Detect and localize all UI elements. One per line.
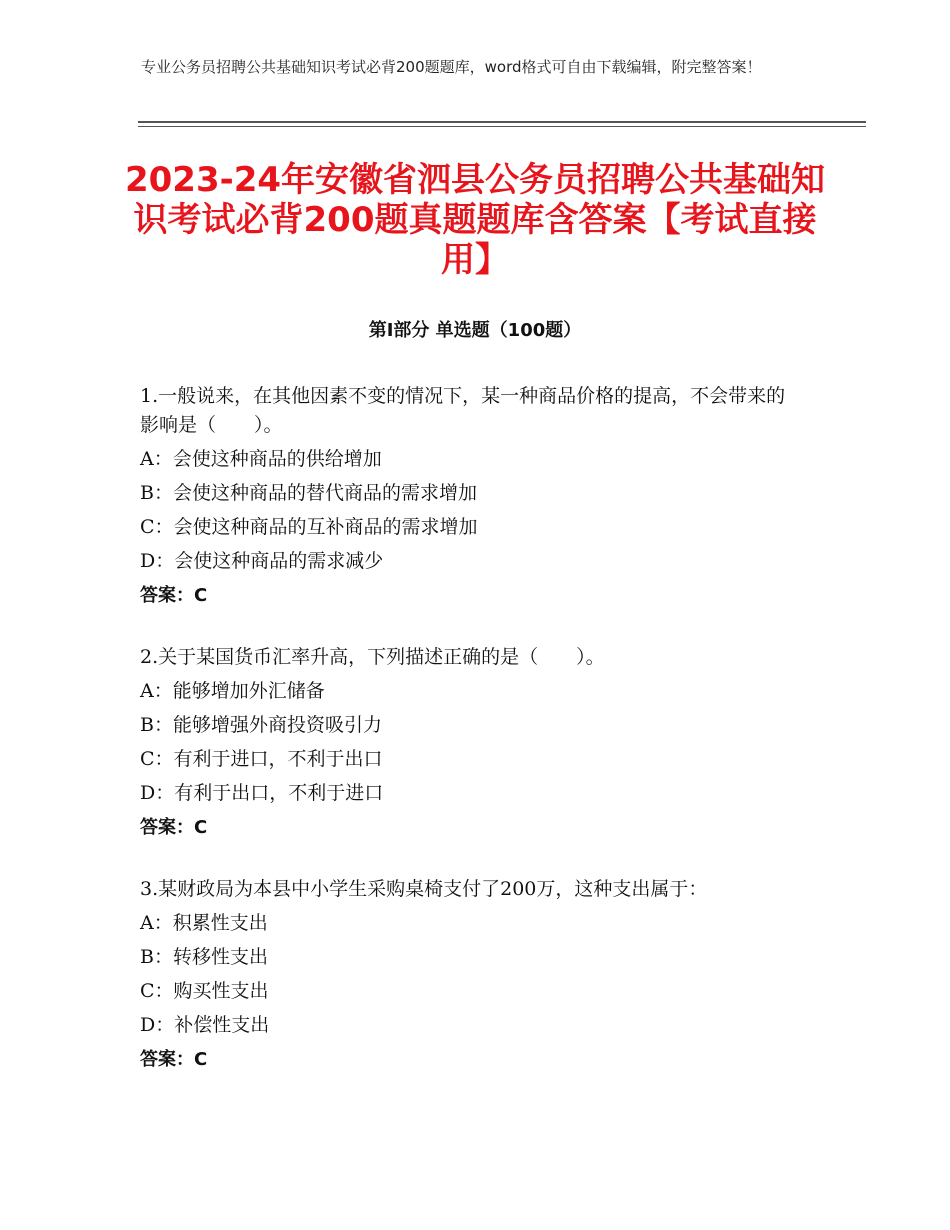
question-item xyxy=(140,875,800,1074)
header-rule-thin xyxy=(138,126,866,127)
header-rule-thick xyxy=(138,121,866,123)
option-b: B：会使这种商品的替代商品的需求增加 xyxy=(140,482,477,504)
question-item xyxy=(140,643,800,842)
option-b: B：转移性支出 xyxy=(140,946,268,968)
option-a: A：能够增加外汇储备 xyxy=(140,680,325,702)
answer-label: 答案：C xyxy=(140,1049,208,1070)
question-stem: 1.一般说来，在其他因素不变的情况下，某一种商品价格的提高，不会带来的影响是（ ）。 xyxy=(140,385,786,436)
question-item xyxy=(140,382,800,610)
option-d: D：有利于出口，不利于进口 xyxy=(140,782,384,804)
option-a: A：积累性支出 xyxy=(140,912,268,934)
question-stem: 3.某财政局为本县中小学生采购桌椅支付了200万，这种支出属于： xyxy=(140,878,708,900)
answer-label: 答案：C xyxy=(140,817,208,838)
option-d: D：会使这种商品的需求减少 xyxy=(140,550,384,572)
document-title: 2023-24年安徽省泗县公务员招聘公共基础知识考试必背200题真题题库含答案【考试直接用】 xyxy=(124,160,826,280)
header-note: 专业公务员招聘公共基础知识考试必背200题题库，word格式可自由下载编辑，附完整答案！ xyxy=(141,58,762,76)
option-c: C：会使这种商品的互补商品的需求增加 xyxy=(140,516,478,538)
option-d: D：补偿性支出 xyxy=(140,1014,270,1036)
section-heading: 第Ⅰ部分 单选题（100题） xyxy=(368,320,582,341)
answer-label: 答案：C xyxy=(140,585,208,606)
option-a: A：会使这种商品的供给增加 xyxy=(140,448,382,470)
option-b: B：能够增强外商投资吸引力 xyxy=(140,714,382,736)
option-c: C：有利于进口，不利于出口 xyxy=(140,748,383,770)
option-c: C：购买性支出 xyxy=(140,980,269,1002)
question-list xyxy=(140,382,800,1107)
question-stem: 2.关于某国货币汇率升高，下列描述正确的是（ ）。 xyxy=(140,646,605,668)
